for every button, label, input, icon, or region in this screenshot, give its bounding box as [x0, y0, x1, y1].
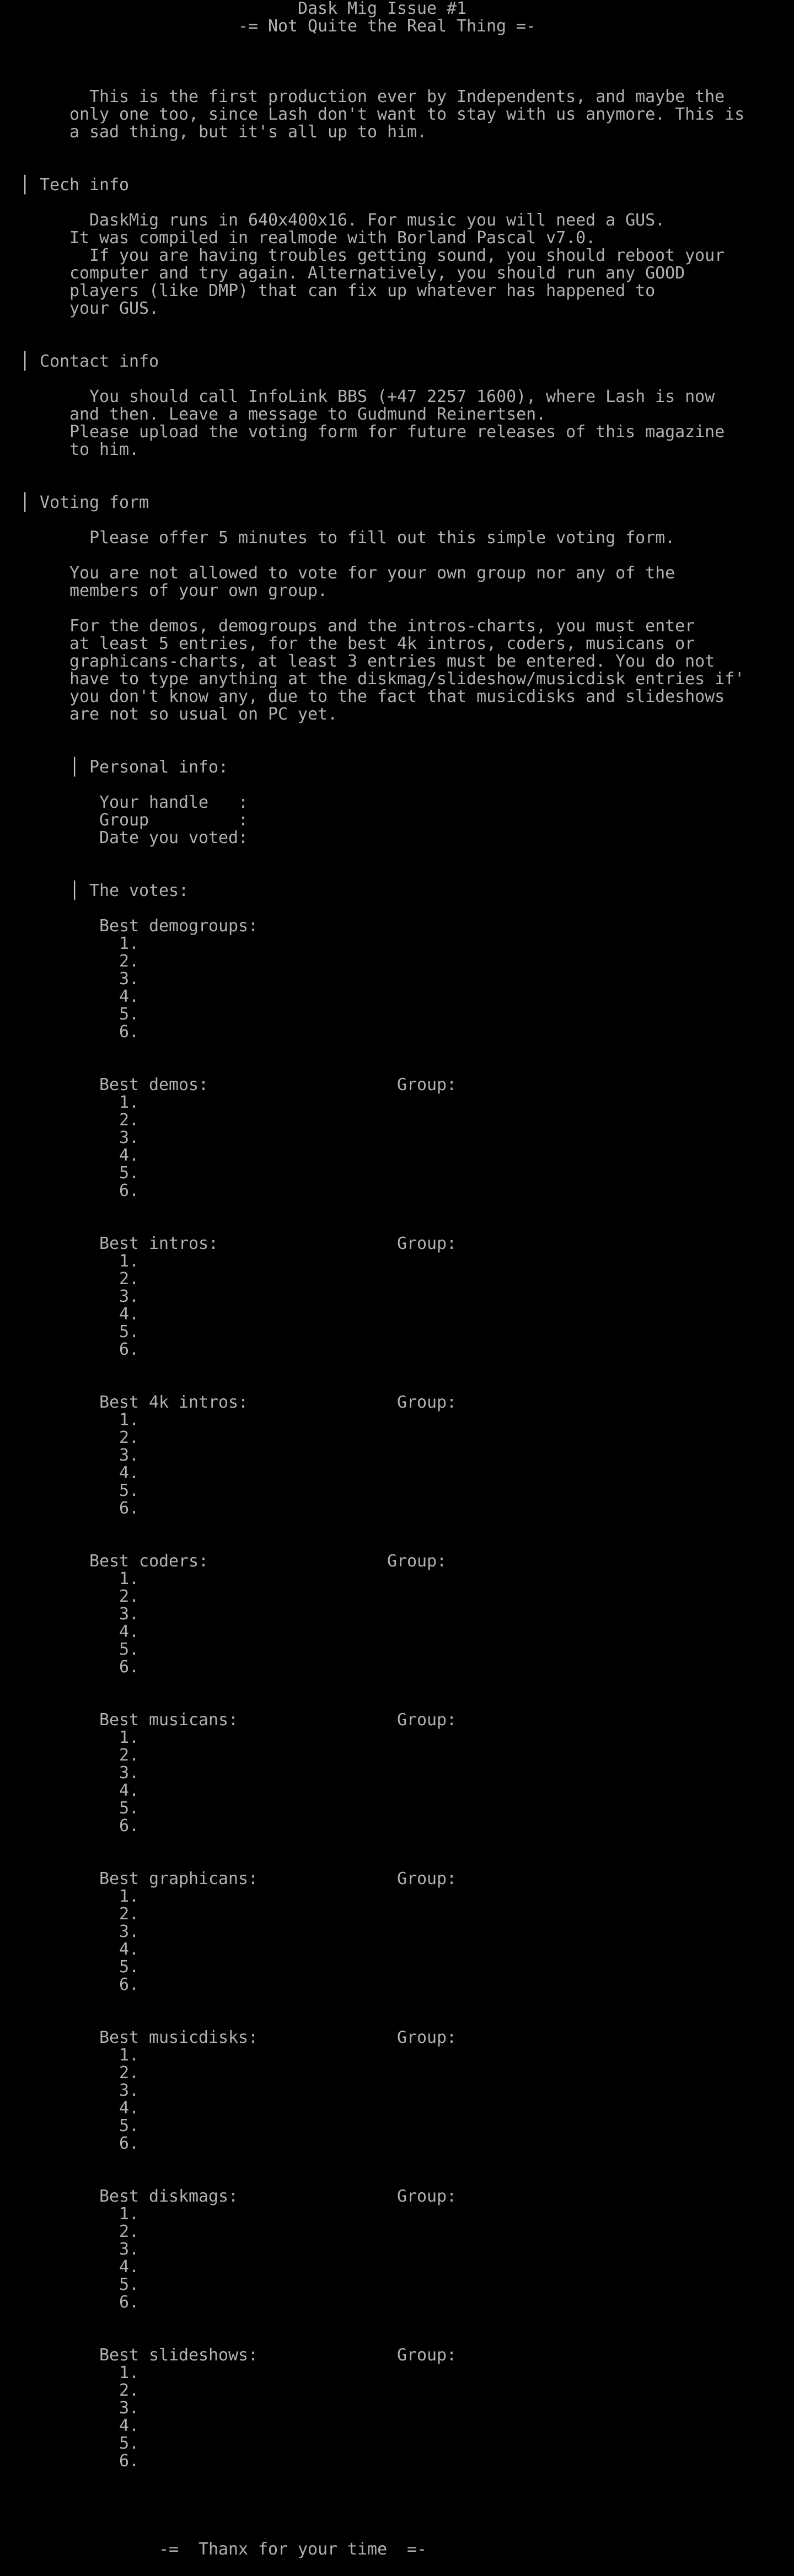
voting-form-body-line-7: have to type anything at the diskmag/slideshow/musicdisk entries if' [69, 669, 745, 689]
best-demogroups-entry-1: 1. [119, 934, 140, 953]
tech-info-body-line-2: It was compiled in realmode with Borland Pascal v7.0. [69, 228, 596, 248]
best-demogroups-entry-2: 2. [119, 952, 140, 971]
personal-info-section-bar: │ [69, 758, 80, 777]
best-coders-entry-3: 3. [119, 1604, 140, 1624]
best-musicdisks-label: Best musicdisks: [99, 2028, 259, 2047]
voting-form-body-line-8: you don't know any, due to the fact that musicdisks and slideshows [69, 687, 725, 706]
best-slideshows-entry-4: 4. [119, 2416, 140, 2435]
best-graphicans-group-column-header: Group: [397, 1869, 457, 1888]
best-demos-group-column-header: Group: [397, 1075, 457, 1094]
the-votes-section-bar: │ [69, 881, 80, 900]
best-diskmags-label: Best diskmags: [99, 2187, 239, 2206]
best-demos-entry-1: 1. [119, 1093, 140, 1112]
best-4k-intros-entry-6: 6. [119, 1499, 140, 1518]
best-coders-entry-5: 5. [119, 1640, 140, 1659]
voting-form-body-line-3: members of your own group. [69, 581, 328, 600]
best-graphicans-entry-2: 2. [119, 1904, 140, 1924]
best-musicans-group-column-header: Group: [397, 1710, 457, 1730]
best-coders-entry-6: 6. [119, 1657, 140, 1677]
best-intros-entry-5: 5. [119, 1322, 140, 1341]
best-intros-entry-2: 2. [119, 1269, 140, 1289]
voting-form-body-line-9: are not so usual on PC yet. [69, 705, 338, 724]
best-musicans-entry-4: 4. [119, 1781, 140, 1800]
your-handle-label: Your handle : [99, 793, 249, 812]
best-4k-intros-entry-3: 3. [119, 1446, 140, 1465]
best-coders-entry-2: 2. [119, 1587, 140, 1606]
tech-info-body-line-5: players (like DMP) that can fix up whatever has happened to [69, 281, 656, 300]
intro-line-1: This is the first production ever by Independents, and maybe the [89, 87, 725, 106]
best-musicdisks-entry-3: 3. [119, 2081, 140, 2100]
best-demogroups-entry-4: 4. [119, 987, 140, 1006]
best-intros-entry-1: 1. [119, 1252, 140, 1271]
voting-form-body-line-6: graphicans-charts, at least 3 entries must be entered. You do not [69, 652, 715, 671]
voting-form-section-bar: │ [20, 493, 30, 512]
best-musicdisks-group-column-header: Group: [397, 2028, 457, 2047]
best-graphicans-entry-4: 4. [119, 1940, 140, 1959]
contact-info-section-bar: │ [20, 352, 30, 371]
tech-info-body-line-4: computer and try again. Alternatively, you should run any GOOD [69, 264, 685, 283]
best-musicdisks-entry-2: 2. [119, 2063, 140, 2083]
voting-form-body-line-2: You are not allowed to vote for your own group nor any of the [69, 564, 675, 583]
best-musicdisks-entry-1: 1. [119, 2046, 140, 2065]
best-coders-entry-4: 4. [119, 1622, 140, 1641]
contact-info-heading: Contact info [40, 352, 159, 371]
tech-info-section-bar: │ [20, 175, 30, 195]
best-coders-group-column-header: Group: [387, 1552, 447, 1571]
contact-info-body-line-1: You should call InfoLink BBS (+47 2257 1600), where Lash is now [89, 387, 715, 406]
contact-info-body-line-2: and then. Leave a message to Gudmund Reinertsen. [69, 405, 546, 424]
best-demogroups-entry-5: 5. [119, 1005, 140, 1024]
intro-line-2: only one too, since Lash don't want to stay with us anymore. This is [69, 105, 745, 124]
best-4k-intros-entry-5: 5. [119, 1481, 140, 1500]
best-graphicans-label: Best graphicans: [99, 1869, 259, 1888]
best-demos-entry-2: 2. [119, 1110, 140, 1130]
best-musicans-entry-1: 1. [119, 1728, 140, 1747]
best-demogroups-label: Best demogroups: [99, 916, 259, 936]
best-graphicans-entry-1: 1. [119, 1887, 140, 1906]
best-intros-group-column-header: Group: [397, 1234, 457, 1253]
best-musicans-entry-3: 3. [119, 1763, 140, 1783]
best-graphicans-entry-5: 5. [119, 1957, 140, 1977]
voting-form-body-line-1: Please offer 5 minutes to fill out this simple voting form. [89, 528, 675, 548]
best-musicans-entry-2: 2. [119, 1746, 140, 1765]
voting-form-body-line-4: For the demos, demogroups and the intros-charts, you must enter [69, 616, 695, 636]
page-title: Dask Mig Issue #1 [298, 0, 467, 18]
best-diskmags-entry-5: 5. [119, 2275, 140, 2294]
best-intros-label: Best intros: [99, 1234, 219, 1253]
best-demos-entry-4: 4. [119, 1146, 140, 1165]
best-4k-intros-label: Best 4k intros: [99, 1393, 249, 1412]
best-intros-entry-6: 6. [119, 1340, 140, 1359]
best-slideshows-entry-3: 3. [119, 2398, 140, 2418]
best-graphicans-entry-3: 3. [119, 1922, 140, 1941]
the-votes-heading: The votes: [89, 881, 189, 900]
group-label: Group : [99, 811, 249, 830]
best-coders-label: Best coders: [89, 1552, 209, 1571]
best-demos-entry-3: 3. [119, 1128, 140, 1147]
best-demos-entry-5: 5. [119, 1163, 140, 1183]
best-musicans-label: Best musicans: [99, 1710, 239, 1730]
best-4k-intros-group-column-header: Group: [397, 1393, 457, 1412]
best-diskmags-entry-1: 1. [119, 2204, 140, 2224]
tech-info-body-line-1: DaskMig runs in 640x400x16. For music you will need a GUS. [89, 211, 666, 230]
best-graphicans-entry-6: 6. [119, 1975, 140, 1994]
date-you-voted-label: Date you voted: [99, 828, 249, 847]
best-coders-entry-1: 1. [119, 1569, 140, 1588]
best-diskmags-entry-2: 2. [119, 2222, 140, 2241]
personal-info-heading: Personal info: [89, 758, 229, 777]
best-4k-intros-entry-1: 1. [119, 1410, 140, 1430]
best-intros-entry-3: 3. [119, 1287, 140, 1306]
best-diskmags-group-column-header: Group: [397, 2187, 457, 2206]
best-slideshows-entry-5: 5. [119, 2434, 140, 2453]
best-diskmags-entry-4: 4. [119, 2257, 140, 2277]
best-demogroups-entry-6: 6. [119, 1022, 140, 1042]
tech-info-body-line-3: If you are having troubles getting sound, you should reboot your [89, 246, 725, 265]
best-demos-entry-6: 6. [119, 1181, 140, 1200]
best-slideshows-entry-1: 1. [119, 2363, 140, 2382]
intro-line-3: a sad thing, but it's all up to him. [69, 122, 427, 142]
best-4k-intros-entry-4: 4. [119, 1463, 140, 1483]
best-musicans-entry-5: 5. [119, 1799, 140, 1818]
best-diskmags-entry-3: 3. [119, 2240, 140, 2259]
footer-thanks: -= Thanx for your time =- [159, 2540, 427, 2559]
best-slideshows-group-column-header: Group: [397, 2346, 457, 2365]
best-musicdisks-entry-6: 6. [119, 2134, 140, 2153]
best-demos-label: Best demos: [99, 1075, 209, 1094]
best-diskmags-entry-6: 6. [119, 2293, 140, 2312]
tech-info-heading: Tech info [40, 175, 130, 195]
voting-form-heading: Voting form [40, 493, 149, 512]
best-4k-intros-entry-2: 2. [119, 1428, 140, 1447]
best-musicans-entry-6: 6. [119, 1816, 140, 1836]
tech-info-body-line-6: your GUS. [69, 299, 159, 318]
best-demogroups-entry-3: 3. [119, 969, 140, 989]
best-musicdisks-entry-4: 4. [119, 2099, 140, 2118]
best-musicdisks-entry-5: 5. [119, 2116, 140, 2135]
best-intros-entry-4: 4. [119, 1305, 140, 1324]
voting-form-body-line-5: at least 5 entries, for the best 4k intros, coders, musicans or [69, 634, 695, 653]
best-slideshows-entry-6: 6. [119, 2451, 140, 2471]
contact-info-body-line-4: to him. [69, 440, 140, 459]
best-slideshows-entry-2: 2. [119, 2381, 140, 2400]
page-subtitle: -= Not Quite the Real Thing =- [238, 17, 537, 36]
best-slideshows-label: Best slideshows: [99, 2346, 259, 2365]
contact-info-body-line-3: Please upload the voting form for future releases of this magazine [69, 422, 725, 442]
